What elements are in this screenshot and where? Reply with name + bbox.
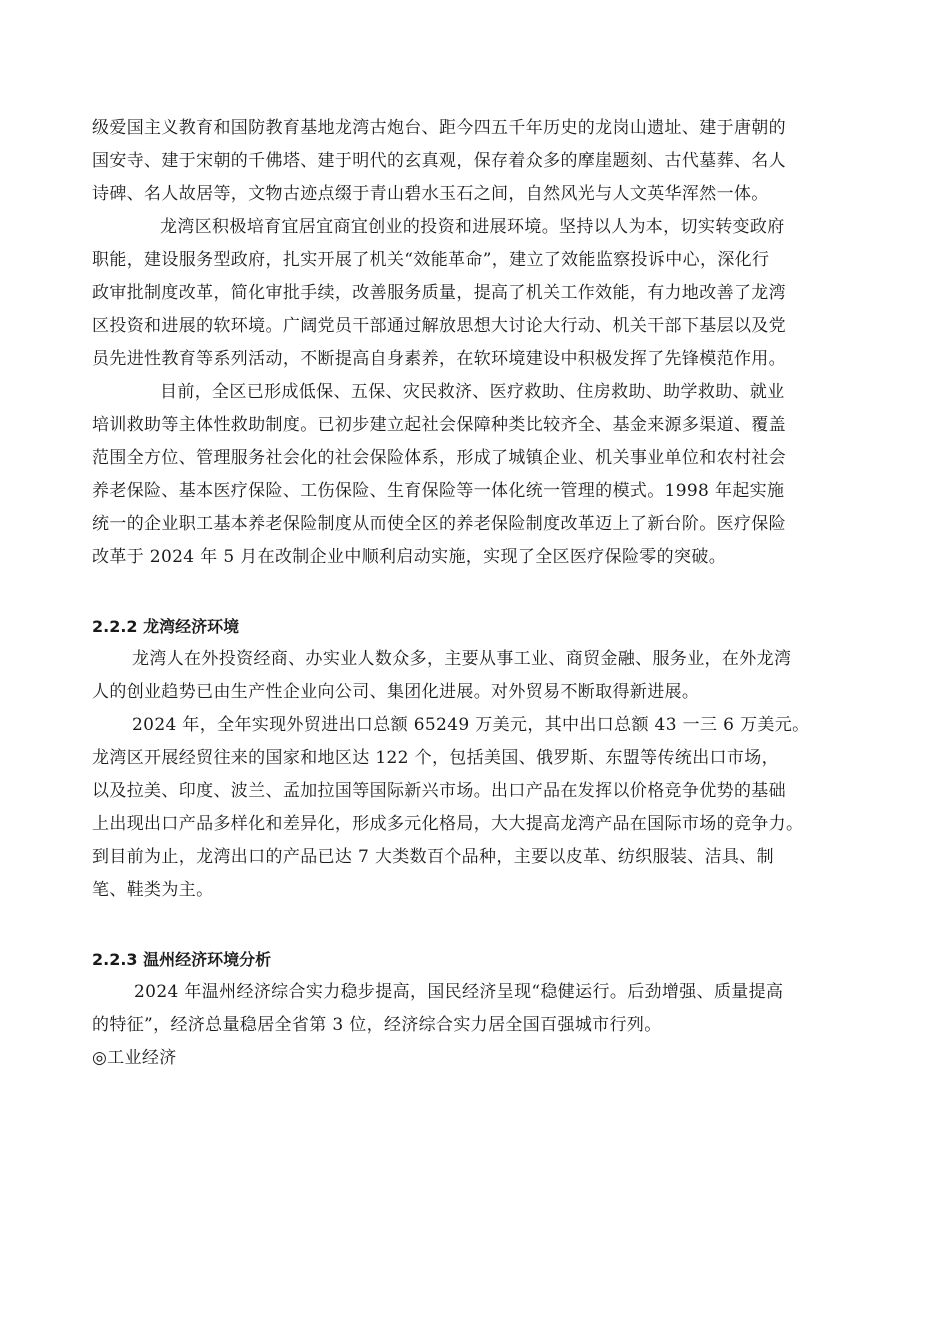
text-line: 国安寺、建于宋朝的千佛塔、建于明代的玄真观，保存着众多的摩崖题刻、古代墓葬、名人 <box>92 151 786 171</box>
text-line: 区投资和进展的软环境。广阔党员干部通过解放思想大讨论大行动、机关干部下基层以及党 <box>92 316 786 336</box>
bullet-item: ◎工业经济 <box>92 1048 177 1068</box>
text-line: 龙湾区积极培育宜居宜商宜创业的投资和进展环境。坚持以人为本，切实转变政府 <box>160 217 785 237</box>
intro-paragraph <box>92 112 868 211</box>
text-line: 到目前为止，龙湾出口的产品已达 7 大类数百个品种，主要以皮革、纺织服装、洁具、制 <box>92 847 774 867</box>
text-line: 目前，全区已形成低保、五保、灾民救济、医疗救助、住房救助、助学救助、就业 <box>160 382 785 402</box>
section-2-2-3 <box>92 943 868 1075</box>
document-page <box>92 112 868 1075</box>
text-line: 2024 年温州经济综合实力稳步提高，国民经济呈现“稳健运行。后劲增强、质量提高 <box>134 982 784 1002</box>
section-2-2-2 <box>92 610 868 907</box>
text-line: 龙湾区开展经贸往来的国家和地区达 122 个，包括美国、俄罗斯、东盟等传统出口市场， <box>92 748 779 768</box>
text-line: 政审批制度改革，简化审批手续，改善服务质量，提高了机关工作效能，有力地改善了龙湾 <box>92 283 786 303</box>
text-line: 上出现出口产品多样化和差异化，形成多元化格局，大大提高龙湾产品在国际市场的竞争力。 <box>92 814 804 834</box>
text-line: 诗碑、名人故居等，文物古迹点缀于青山碧水玉石之间，自然风光与人文英华浑然一体。 <box>92 184 769 204</box>
social-security-paragraph <box>92 376 868 574</box>
text-line: 员先进性教育等系列活动，不断提高自身素养，在软环境建设中积极发挥了先锋模范作用。 <box>92 349 786 369</box>
text-line: 2024 年，全年实现外贸进出口总额 65249 万美元，其中出口总额 43 一三 6 万美元。 <box>132 715 810 735</box>
environment-paragraph <box>92 211 868 376</box>
text-line: 范围全方位、管理服务社会化的社会保险体系，形成了城镇企业、机关事业单位和农村社会 <box>92 448 786 468</box>
text-line: 级爱国主义教育和国防教育基地龙湾古炮台、距今四五千年历史的龙岗山遗址、建于唐朝的 <box>92 118 786 138</box>
text-line: 笔、鞋类为主。 <box>92 880 214 900</box>
text-line: 统一的企业职工基本养老保险制度从而使全区的养老保险制度改革迈上了新台阶。医疗保险 <box>92 514 786 534</box>
text-line: 改革于 2024 年 5 月在改制企业中顺利启动实施，实现了全区医疗保险零的突破。 <box>92 547 727 567</box>
text-line: 人的创业趋势已由生产性企业向公司、集团化进展。对外贸易不断取得新进展。 <box>92 682 700 702</box>
text-line: 龙湾人在外投资经商、办实业人数众多，主要从事工业、商贸金融、服务业，在外龙湾 <box>132 649 792 669</box>
text-line: 职能，建设服务型政府，扎实开展了机关“效能革命”，建立了效能监察投诉中心，深化行 <box>92 250 770 270</box>
text-line: 养老保险、基本医疗保险、工伤保险、生育保险等一体化统一管理的模式。1998 年起实施 <box>92 481 785 501</box>
text-line: 以及拉美、印度、波兰、孟加拉国等国际新兴市场。出口产品在发挥以价格竞争优势的基础 <box>92 781 786 801</box>
text-line: 的特征”，经济总量稳居全省第 3 位，经济综合实力居全国百强城市行列。 <box>92 1015 662 1035</box>
section-heading: 2.2.3 温州经济环境分析 <box>92 950 272 969</box>
text-line: 培训救助等主体性救助制度。已初步建立起社会保障种类比较齐全、基金来源多渠道、覆盖 <box>92 415 786 435</box>
section-heading: 2.2.2 龙湾经济环境 <box>92 617 240 636</box>
